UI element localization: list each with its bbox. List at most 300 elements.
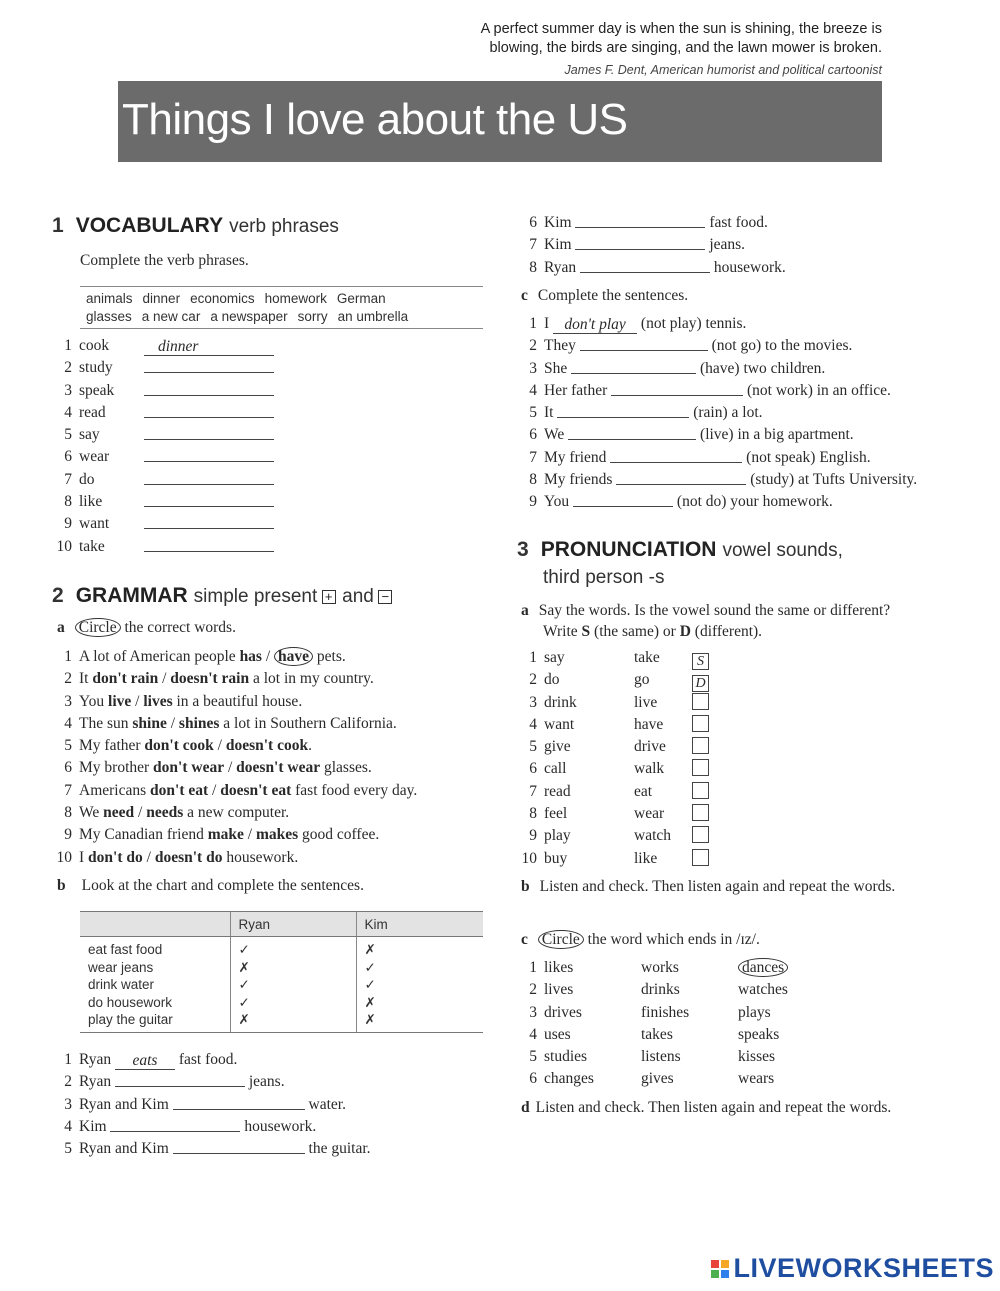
item-number: 8 (529, 258, 537, 276)
answer-blank[interactable] (573, 492, 673, 507)
grammar-c-item (517, 447, 917, 469)
grammar-b-item (52, 1116, 371, 1138)
item-number: 9 (529, 827, 537, 845)
item-number: 1 (529, 315, 537, 332)
answer-blank[interactable] (144, 492, 274, 507)
verb: speak (79, 381, 115, 399)
sentence-subject: Kim (79, 1117, 107, 1135)
pron-a-S: S (581, 623, 591, 640)
grammar-a-item (52, 691, 417, 713)
chart-activity: eat fast food (88, 942, 163, 957)
word-option-3[interactable]: plays (738, 1003, 771, 1021)
pron-d-instruction (521, 1099, 891, 1117)
vocabulary-list (52, 335, 274, 558)
likes-chart (80, 911, 483, 1033)
word-option-2[interactable]: finishes (641, 1003, 690, 1021)
quote-block (481, 20, 882, 80)
word-option-1[interactable]: likes (544, 959, 574, 976)
answer-blank[interactable] (144, 358, 274, 373)
word-2: live (634, 693, 658, 711)
grammar-b-item (517, 234, 786, 256)
sentence-end: (not speak) English. (746, 448, 871, 466)
sentence-end: fast food every day. (291, 781, 418, 799)
answer-checkbox[interactable] (692, 804, 709, 821)
answer-blank[interactable] (115, 1072, 245, 1087)
word-option-3[interactable]: speaks (738, 1025, 780, 1043)
word-1: read (544, 782, 571, 800)
word-2: eat (634, 782, 653, 800)
word-1: drink (544, 693, 577, 711)
word-box-word: homework (264, 291, 327, 306)
word-2: watch (634, 827, 672, 845)
pron-c-item (517, 1024, 788, 1046)
verb: study (79, 359, 113, 377)
minus-box-icon: − (378, 590, 392, 604)
grammar-a-item (52, 646, 417, 668)
vocabulary-item (52, 402, 274, 424)
answer-checkbox[interactable]: D (692, 675, 709, 692)
option-separator: / (224, 759, 237, 777)
pron-c-item (517, 1068, 788, 1090)
word-box-word: dinner (142, 291, 181, 306)
sentence-subject: You (544, 493, 570, 511)
sentence-end: (study) at Tufts University. (750, 471, 918, 489)
sentence-end: housework. (222, 848, 299, 866)
item-number: 5 (529, 404, 537, 422)
quote-line-2: blowing, the birds are singing, and the lawn mower is broken. (489, 40, 882, 56)
sentence-end: (not go) to the movies. (711, 337, 853, 355)
answer-checkbox[interactable] (692, 693, 709, 710)
word-option-2[interactable]: drinks (641, 981, 680, 999)
answer-blank[interactable] (568, 425, 696, 440)
item-number: 5 (529, 738, 537, 756)
pron-a-item (517, 848, 709, 870)
sentence-end: jeans. (709, 236, 746, 254)
grammar-c-item (517, 469, 917, 491)
answer-blank[interactable] (173, 1095, 305, 1110)
item-number: 3 (64, 381, 72, 399)
answer-blank[interactable] (580, 336, 708, 351)
logo-square (721, 1270, 729, 1278)
item-number: 3 (529, 693, 537, 711)
chart-ryan-mark: ✗ (230, 959, 356, 977)
option-2[interactable]: makes (255, 826, 299, 844)
word-2: like (634, 849, 658, 867)
item-number: 6 (529, 426, 537, 444)
item-number: 1 (64, 337, 72, 354)
word-option-2[interactable]: takes (641, 1025, 673, 1043)
sentence-end: a new computer. (183, 804, 290, 822)
example-answer: dinner (144, 339, 274, 356)
option-1[interactable]: don't do (88, 848, 143, 866)
chart-ryan-mark: ✓ (230, 994, 356, 1012)
word-option-3[interactable]: dances (738, 958, 788, 977)
option-2[interactable]: doesn't do (154, 848, 223, 866)
answer-blank[interactable] (610, 448, 742, 463)
sentence-start: A lot of American people (79, 648, 240, 665)
example-answer: don't play (553, 317, 637, 334)
answer-blank[interactable] (575, 213, 705, 228)
circle-word-2: Circle (538, 930, 584, 949)
verb: cook (79, 337, 110, 354)
pron-c-rest: the word which ends in /ɪz/. (587, 931, 760, 948)
item-number: 9 (529, 493, 537, 511)
sentence-subject: Kim (544, 214, 572, 231)
chart-activity: play the guitar (80, 1011, 230, 1032)
answer-blank[interactable] (616, 470, 746, 485)
grammar-c-item (517, 491, 917, 513)
option-1[interactable]: don't cook (144, 737, 214, 755)
sentence-end: pets. (313, 648, 346, 665)
option-separator: / (166, 714, 179, 732)
sentence-end: (have) two children. (700, 359, 826, 377)
item-number: 3 (64, 692, 72, 710)
grammar-a-rest: the correct words. (124, 619, 236, 636)
section-1-number: 1 (52, 214, 64, 237)
sentence-start: We (79, 804, 104, 822)
vocabulary-item (52, 424, 274, 446)
pron-a-line-2-pre: Write (543, 623, 582, 640)
grammar-b-item (52, 1071, 371, 1093)
sentence-subject: It (544, 404, 554, 422)
sentence-start: My Canadian friend (79, 826, 208, 844)
section-1-heading (52, 214, 339, 238)
sentence-end: the guitar. (308, 1140, 371, 1158)
sentence-start: It (79, 670, 93, 688)
grammar-a-item (52, 713, 417, 735)
grammar-b-list-left (52, 1049, 371, 1160)
sentence-end: good coffee. (298, 826, 380, 844)
pron-a-item (517, 692, 709, 714)
answer-blank[interactable] (144, 447, 274, 462)
sentence-subject: Kim (544, 236, 572, 254)
word-box-word: sorry (297, 309, 328, 324)
pron-a-item (517, 736, 709, 758)
item-number: 6 (529, 214, 537, 231)
item-number: 5 (64, 426, 72, 444)
word-box-word: economics (190, 291, 255, 306)
sentence-subject: I (544, 315, 550, 332)
word-box-row-1 (86, 290, 483, 308)
sentence-start: My brother (79, 759, 154, 777)
pron-b-label: b (521, 878, 530, 895)
item-number: 8 (529, 471, 537, 489)
option-1[interactable]: shine (132, 714, 167, 732)
grammar-b-item (517, 257, 786, 279)
option-1[interactable]: don't eat (150, 781, 209, 799)
word-option-3[interactable]: wears (738, 1070, 775, 1088)
option-2[interactable]: shines (178, 714, 220, 732)
item-number: 3 (529, 359, 537, 377)
chart-row (80, 994, 483, 1012)
word-2: wear (634, 805, 665, 823)
grammar-a-list (52, 646, 417, 869)
item-number: 1 (64, 648, 72, 665)
item-number: 7 (529, 236, 537, 254)
option-1[interactable]: live (108, 692, 132, 710)
answer-blank[interactable] (144, 514, 274, 529)
chart-header-ryan: Ryan (230, 912, 356, 937)
vocabulary-item (52, 335, 274, 357)
sentence-end: (live) in a big apartment. (700, 426, 854, 444)
item-number: 4 (64, 1117, 72, 1135)
item-number: 7 (529, 448, 537, 466)
answer-checkbox[interactable] (692, 715, 709, 732)
item-number: 2 (529, 981, 537, 999)
grammar-a-instruction (57, 619, 236, 637)
answer-blank[interactable] (173, 1139, 305, 1154)
sentence-subject: Ryan (79, 1051, 112, 1068)
sentence-start: You (79, 692, 109, 710)
item-number: 8 (64, 804, 72, 822)
pron-a-item (517, 803, 709, 825)
word-option-3[interactable]: watches (738, 981, 788, 999)
section-1-instruction: Complete the verb phrases. (80, 252, 249, 269)
word-option-1[interactable]: drives (544, 1003, 582, 1021)
chart-kim-mark: ✗ (356, 937, 483, 959)
option-2[interactable]: have (274, 647, 313, 666)
option-separator: / (243, 826, 256, 844)
sentence-end: water. (308, 1095, 346, 1113)
answer-blank[interactable] (144, 425, 274, 440)
item-number: 9 (64, 515, 72, 533)
option-1[interactable]: don't rain (92, 670, 159, 688)
item-number: 2 (64, 1073, 72, 1091)
grammar-a-item (52, 802, 417, 824)
pron-c-list (517, 957, 788, 1091)
section-2-title: GRAMMAR (75, 584, 188, 607)
chart-kim-mark: ✓ (356, 976, 483, 994)
page-title: Things I love about the US (122, 95, 628, 144)
sentence-subject: Ryan (79, 1073, 112, 1091)
word-option-1[interactable]: lives (544, 981, 574, 999)
grammar-c-item (517, 380, 917, 402)
option-2[interactable]: needs (146, 804, 184, 822)
answer-checkbox[interactable] (692, 782, 709, 799)
word-option-3[interactable]: kisses (738, 1048, 776, 1066)
chart-ryan-mark: ✓ (230, 976, 356, 994)
grammar-a-item (52, 757, 417, 779)
logo-square (721, 1260, 729, 1268)
answer-blank[interactable] (144, 537, 274, 552)
word-option-2[interactable]: works (641, 959, 679, 976)
option-1[interactable]: don't wear (153, 759, 225, 777)
sentence-end: . (308, 737, 312, 755)
grammar-b-text: Look at the chart and complete the sentences. (81, 877, 364, 894)
answer-checkbox[interactable]: S (692, 653, 709, 670)
pron-a-item (517, 669, 709, 691)
answer-checkbox[interactable] (692, 759, 709, 776)
section-3-subtitle-2-wrap (543, 567, 664, 589)
chart-ryan-mark: ✗ (230, 1011, 356, 1032)
sentence-end: fast food. (178, 1051, 238, 1068)
item-number: 10 (521, 849, 537, 867)
verb: read (79, 403, 106, 421)
word-option-1[interactable]: changes (544, 1070, 594, 1088)
chart-row (80, 959, 483, 977)
item-number: 1 (529, 959, 537, 976)
pron-c-instruction (521, 931, 760, 949)
pron-c-item (517, 979, 788, 1001)
sentence-start: I (79, 848, 89, 866)
sentence-subject: She (544, 359, 568, 377)
item-number: 2 (529, 337, 537, 355)
answer-blank[interactable] (557, 403, 689, 418)
item-number: 10 (56, 537, 72, 555)
word-1: want (544, 715, 575, 733)
pron-d-text: Listen and check. Then listen again and repeat the words. (535, 1099, 892, 1116)
sentence-subject: Ryan (544, 258, 577, 276)
chart-kim-mark: ✗ (356, 1011, 483, 1032)
pron-a-item (517, 714, 709, 736)
item-number: 1 (64, 1051, 72, 1068)
option-2[interactable]: doesn't rain (170, 670, 250, 688)
grammar-c-item (517, 335, 917, 357)
answer-checkbox[interactable] (692, 826, 709, 843)
item-number: 4 (529, 1025, 537, 1043)
option-2[interactable]: doesn't cook (225, 737, 309, 755)
answer-checkbox[interactable] (692, 849, 709, 866)
grammar-b-label: b (57, 877, 66, 894)
item-number: 9 (64, 826, 72, 844)
item-number: 2 (64, 359, 72, 377)
pron-c-label: c (521, 931, 528, 948)
option-1[interactable]: make (207, 826, 244, 844)
vocabulary-item (52, 491, 274, 513)
verb: take (79, 537, 105, 555)
item-number: 1 (529, 649, 537, 666)
option-1[interactable]: has (239, 648, 262, 665)
option-2[interactable]: lives (143, 692, 173, 710)
word-2: take (634, 649, 660, 666)
vocabulary-item (52, 469, 274, 491)
answer-blank[interactable] (144, 470, 274, 485)
item-number: 2 (64, 670, 72, 688)
item-number: 6 (529, 760, 537, 778)
section-3-subtitle-2: third person -s (543, 567, 665, 588)
grammar-b-item (52, 1094, 371, 1116)
pron-a-item (517, 825, 709, 847)
liveworksheets-logo (711, 1253, 994, 1284)
pron-a-line-2-post: (different). (690, 623, 763, 640)
word-option-2[interactable]: listens (641, 1048, 681, 1066)
sentence-subject: Ryan and Kim (79, 1140, 169, 1158)
title-bar (118, 81, 882, 162)
item-number: 4 (529, 715, 537, 733)
option-separator: / (261, 648, 275, 665)
option-1[interactable]: need (103, 804, 135, 822)
chart-header-kim: Kim (356, 912, 483, 937)
word-box-row-2 (86, 308, 483, 326)
item-number: 4 (64, 714, 72, 732)
section-3-heading (517, 538, 843, 562)
and-text: and (342, 586, 374, 607)
sentence-subject: They (544, 337, 576, 355)
pron-a-line-2-mid: (the same) or (590, 623, 680, 640)
chart-row (80, 937, 483, 959)
answer-blank[interactable] (144, 381, 274, 396)
word-2: drive (634, 738, 666, 756)
grammar-c-item (517, 402, 917, 424)
word-2: have (634, 715, 664, 733)
answer-blank[interactable] (110, 1117, 240, 1132)
vocabulary-item (52, 380, 274, 402)
word-1: say (544, 649, 565, 666)
pron-a-item (517, 647, 709, 669)
vocabulary-item (52, 536, 274, 558)
word-option-1[interactable]: studies (544, 1048, 588, 1066)
sentence-subject: Ryan and Kim (79, 1095, 169, 1113)
logo-text: LIVEWORKSHEETS (733, 1253, 994, 1283)
chart-header-row (80, 912, 483, 937)
pron-a-line-2 (521, 621, 890, 642)
section-3-subtitle: vowel sounds, (722, 540, 843, 561)
answer-blank[interactable] (571, 359, 696, 374)
word-1: feel (544, 805, 568, 823)
grammar-c-text: Complete the sentences. (537, 287, 689, 304)
pron-c-item (517, 1002, 788, 1024)
word-1: give (544, 738, 571, 756)
example-answer: eats (115, 1053, 175, 1070)
sentence-end: a lot in my country. (249, 670, 374, 688)
grammar-a-item (52, 735, 417, 757)
item-number: 7 (64, 781, 72, 799)
word-1: buy (544, 849, 568, 867)
vocabulary-item (52, 513, 274, 535)
option-separator: / (208, 781, 221, 799)
word-box-word: glasses (86, 309, 132, 324)
word-option-1[interactable]: uses (544, 1025, 571, 1043)
sentence-start: The sun (79, 714, 133, 732)
word-2: go (634, 671, 650, 689)
item-number: 7 (529, 782, 537, 800)
word-box-word: animals (86, 291, 133, 306)
answer-blank[interactable] (580, 258, 710, 273)
vocabulary-item (52, 446, 274, 468)
verb: wear (79, 448, 110, 466)
verb: do (79, 470, 95, 488)
word-1: do (544, 671, 560, 689)
pron-b-instruction (521, 878, 895, 896)
item-number: 5 (529, 1048, 537, 1066)
sentence-subject: Her father (544, 381, 608, 399)
option-2[interactable]: doesn't wear (236, 759, 321, 777)
item-number: 3 (529, 1003, 537, 1021)
sentence-end: (not do) your homework. (676, 493, 833, 511)
sentence-subject: We (544, 426, 565, 444)
item-number: 5 (64, 737, 72, 755)
answer-blank[interactable] (611, 381, 743, 396)
item-number: 5 (64, 1140, 72, 1158)
chart-ryan-mark: ✓ (230, 937, 356, 959)
answer-checkbox[interactable] (692, 737, 709, 754)
option-2[interactable]: doesn't eat (220, 781, 292, 799)
plus-box-icon: + (322, 590, 336, 604)
sentence-subject: My friend (544, 448, 607, 466)
grammar-a-item (52, 668, 417, 690)
word-2: walk (634, 760, 665, 778)
grammar-c-item (517, 358, 917, 380)
chart-activity: drink water (88, 977, 155, 992)
item-number: 2 (529, 671, 537, 689)
option-separator: / (131, 692, 144, 710)
answer-blank[interactable] (144, 403, 274, 418)
word-option-2[interactable]: gives (641, 1070, 674, 1088)
item-number: 6 (64, 759, 72, 777)
answer-blank[interactable] (575, 235, 705, 250)
grammar-c-item (517, 313, 917, 335)
grammar-b-instruction (57, 877, 364, 895)
